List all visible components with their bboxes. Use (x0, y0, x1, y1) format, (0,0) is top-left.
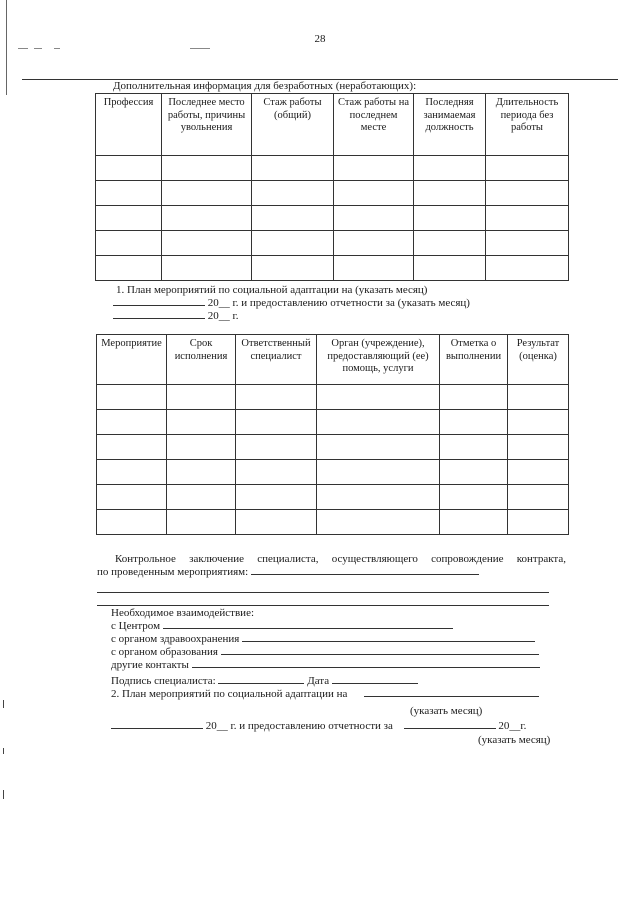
table-row (96, 206, 569, 231)
table-cell[interactable] (96, 206, 162, 231)
table-cell[interactable] (252, 206, 334, 231)
plan2-line2-end: 20__г. (498, 720, 527, 732)
table-cell[interactable] (317, 385, 440, 410)
health-blank[interactable] (242, 641, 535, 642)
table-row (96, 181, 569, 206)
scan-mark (3, 790, 4, 799)
other-contacts-blank[interactable] (192, 667, 540, 668)
table-cell[interactable] (334, 256, 414, 281)
table-cell[interactable] (508, 435, 569, 460)
table-cell[interactable] (317, 510, 440, 535)
table-row (97, 460, 569, 485)
scan-edge-line (6, 0, 7, 95)
table-cell[interactable] (508, 485, 569, 510)
month-blank[interactable] (113, 318, 205, 319)
plan1-line2-text: 20__ г. и предоставлению отчетности за (указать месяц) (207, 297, 470, 309)
center-blank[interactable] (163, 628, 453, 629)
unemployed-info-table (95, 93, 569, 281)
header-cell: Орган (учреждение), предоставляющий (ее) помощь, услуги (317, 335, 440, 385)
table-cell[interactable] (97, 435, 167, 460)
table-cell[interactable] (334, 231, 414, 256)
education-blank[interactable] (221, 654, 539, 655)
table-cell[interactable] (317, 460, 440, 485)
header-cell: Стаж работы на последнем месте (334, 94, 414, 156)
plan2-specify-month: (указать месяц) (410, 705, 483, 717)
plan2-line1 (111, 688, 539, 701)
table-cell[interactable] (236, 510, 317, 535)
table-cell[interactable] (334, 181, 414, 206)
table-cell[interactable] (440, 385, 508, 410)
plan2-report-month-blank[interactable] (404, 728, 496, 729)
table-cell[interactable] (167, 410, 236, 435)
table-cell[interactable] (96, 256, 162, 281)
table-cell[interactable] (252, 256, 334, 281)
header-cell: Последнее место работы, причины увольнения (162, 94, 252, 156)
conclusion-label: по проведенным мероприятиям: (97, 566, 249, 578)
table-row (97, 435, 569, 460)
table-cell[interactable] (508, 460, 569, 485)
table-cell[interactable] (162, 256, 252, 281)
interaction-other-label: другие контакты (111, 659, 189, 671)
table-cell[interactable] (440, 485, 508, 510)
header-cell: Стаж работы (общий) (252, 94, 334, 156)
table-cell[interactable] (317, 485, 440, 510)
plan1-line3-text: 20__ г. (207, 310, 239, 322)
table-cell[interactable] (486, 181, 569, 206)
interaction-health-label: с органом здравоохранения (111, 633, 240, 645)
plan2-specify-month2: (указать месяц) (478, 734, 551, 746)
interaction-health (111, 633, 535, 646)
table-cell[interactable] (236, 410, 317, 435)
table-cell[interactable] (97, 460, 167, 485)
table-cell[interactable] (440, 410, 508, 435)
header-cell: Результат (оценка) (508, 335, 569, 385)
table-cell[interactable] (96, 231, 162, 256)
page-number: 28 (314, 33, 326, 45)
conclusion-blank-line[interactable] (97, 605, 549, 606)
table-cell[interactable] (317, 410, 440, 435)
table-cell[interactable] (334, 156, 414, 181)
table-cell[interactable] (162, 156, 252, 181)
scan-mark (3, 700, 4, 708)
header-cell: Срок исполнения (167, 335, 236, 385)
plan2-month-blank[interactable] (364, 696, 539, 697)
interaction-education (111, 646, 539, 659)
interaction-education-label: с органом образования (111, 646, 218, 658)
table-cell[interactable] (486, 156, 569, 181)
plan2-line1-text: 2. План мероприятий по социальной адаптации на (111, 688, 348, 700)
scan-mark (190, 48, 210, 49)
table-row (97, 510, 569, 535)
conclusion-blank[interactable] (251, 574, 479, 575)
plan2-month-blank[interactable] (111, 728, 203, 729)
conclusion-line2 (97, 566, 479, 579)
scan-mark (3, 748, 4, 754)
signature-row (111, 675, 418, 688)
scan-mark (18, 48, 28, 49)
table-cell[interactable] (162, 206, 252, 231)
table-cell[interactable] (508, 410, 569, 435)
conclusion-line1: Контрольное заключение специалиста, осуществляющего сопровождение контракта, (115, 553, 566, 565)
table-cell[interactable] (440, 510, 508, 535)
plan2-line2-text: 20__ г. и предоставлению отчетности за (205, 720, 393, 732)
signature-label: Подпись специалиста: (111, 675, 216, 687)
scan-mark (54, 48, 60, 49)
header-cell: Последняя занимаемая должность (414, 94, 486, 156)
interaction-center (111, 620, 453, 633)
table-row (97, 485, 569, 510)
table-cell[interactable] (236, 485, 317, 510)
signature-blank[interactable] (218, 683, 304, 684)
month-blank[interactable] (113, 305, 205, 306)
table-cell[interactable] (97, 510, 167, 535)
plan1-line2 (113, 297, 470, 310)
header-cell: Мероприятие (97, 335, 167, 385)
table-cell[interactable] (414, 156, 486, 181)
table-cell[interactable] (414, 206, 486, 231)
header-cell: Отметка о выполнении (440, 335, 508, 385)
adaptation-plan-table (96, 334, 569, 535)
table-cell[interactable] (486, 206, 569, 231)
plan2-line2 (111, 720, 526, 733)
table-cell[interactable] (236, 460, 317, 485)
table-cell[interactable] (414, 231, 486, 256)
table-cell[interactable] (97, 485, 167, 510)
table-cell[interactable] (414, 181, 486, 206)
header-cell: Профессия (96, 94, 162, 156)
table-cell[interactable] (97, 385, 167, 410)
conclusion-blank-line[interactable] (97, 592, 549, 593)
header-cell: Длительность периода без работы (486, 94, 569, 156)
table-row (97, 410, 569, 435)
table-row (96, 156, 569, 181)
table-cell[interactable] (334, 206, 414, 231)
date-label: Дата (307, 675, 330, 687)
table-cell[interactable] (167, 385, 236, 410)
table-cell[interactable] (167, 485, 236, 510)
table-header-row (97, 335, 569, 385)
table-cell[interactable] (236, 435, 317, 460)
table-cell[interactable] (167, 510, 236, 535)
table-cell[interactable] (508, 510, 569, 535)
table-cell[interactable] (440, 460, 508, 485)
table-cell[interactable] (252, 181, 334, 206)
table-cell[interactable] (440, 435, 508, 460)
table-cell[interactable] (486, 256, 569, 281)
table-header-row (96, 94, 569, 156)
table-row (96, 256, 569, 281)
table-cell[interactable] (236, 385, 317, 410)
header-cell: Ответственный специалист (236, 335, 317, 385)
table-cell[interactable] (162, 181, 252, 206)
table-cell[interactable] (96, 181, 162, 206)
table-row (97, 385, 569, 410)
table-cell[interactable] (414, 256, 486, 281)
section1-title: Дополнительная информация для безработных (неработающих): (113, 80, 417, 92)
table-cell[interactable] (252, 156, 334, 181)
table-cell[interactable] (97, 410, 167, 435)
table-cell[interactable] (162, 231, 252, 256)
plan1-line1: 1. План мероприятий по социальной адаптации на (указать месяц) (116, 284, 428, 296)
interaction-center-label: с Центром (111, 620, 161, 632)
table-cell[interactable] (252, 231, 334, 256)
table-row (96, 231, 569, 256)
plan1-line3 (113, 310, 239, 323)
date-blank[interactable] (332, 683, 418, 684)
table-cell[interactable] (508, 385, 569, 410)
interaction-title: Необходимое взаимодействие: (111, 607, 255, 619)
table-cell[interactable] (167, 460, 236, 485)
table-cell[interactable] (167, 435, 236, 460)
table-cell[interactable] (317, 435, 440, 460)
interaction-other (111, 659, 540, 672)
table-cell[interactable] (486, 231, 569, 256)
scan-mark (34, 48, 42, 49)
table-cell[interactable] (96, 156, 162, 181)
